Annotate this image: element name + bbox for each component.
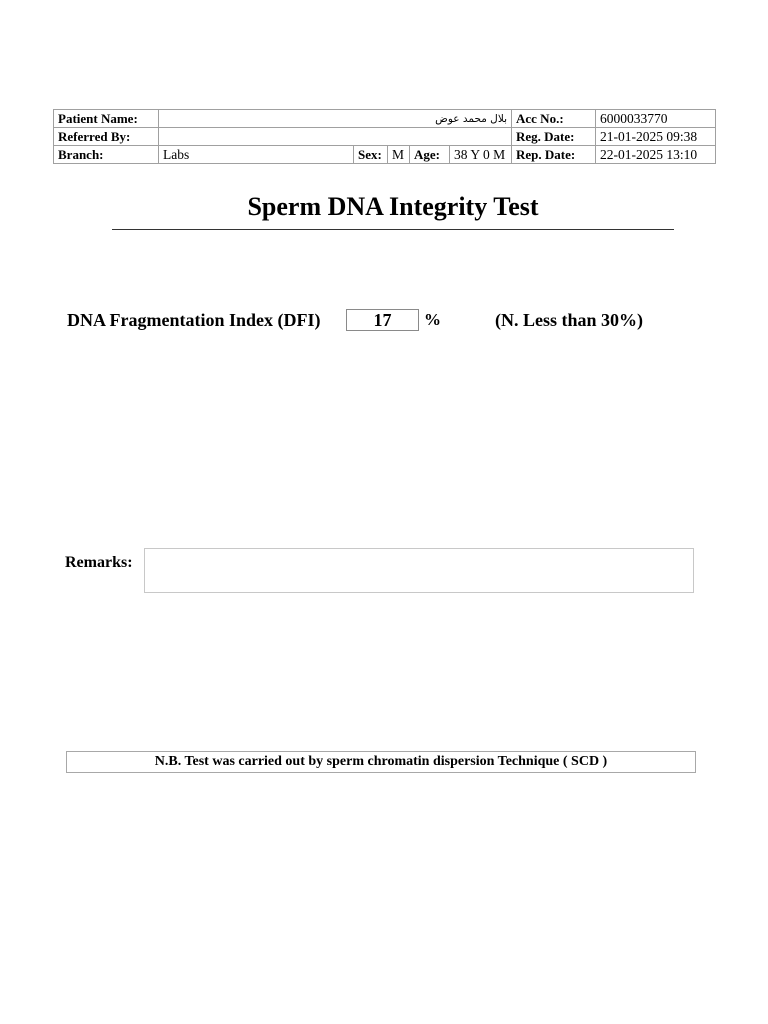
patient-row <box>54 110 716 128</box>
patient-name-value: بلال محمد عوض <box>159 110 512 128</box>
branch-value: Labs <box>159 146 354 164</box>
dfi-value: 17 <box>346 309 419 331</box>
sex-value: M <box>388 146 410 164</box>
rep-date-value: 22-01-2025 13:10 <box>596 146 716 164</box>
referral-row <box>54 128 716 146</box>
dfi-unit: % <box>424 310 441 329</box>
acc-no-label: Acc No.: <box>512 110 596 128</box>
rep-date-label: Rep. Date: <box>512 146 596 164</box>
patient-name-label: Patient Name: <box>54 110 159 128</box>
dfi-label: DNA Fragmentation Index (DFI) <box>67 310 321 330</box>
branch-label: Branch: <box>54 146 159 164</box>
referred-by-value <box>159 128 512 146</box>
sex-label: Sex: <box>354 146 388 164</box>
method-note: N.B. Test was carried out by sperm chromatin dispersion Technique ( SCD ) <box>66 751 696 773</box>
acc-no-value: 6000033770 <box>596 110 716 128</box>
age-label: Age: <box>410 146 450 164</box>
remarks-box <box>144 548 694 593</box>
referred-by-label: Referred By: <box>54 128 159 146</box>
remarks-label: Remarks: <box>65 554 133 571</box>
report-title: Sperm DNA Integrity Test <box>247 192 539 221</box>
branch-row <box>54 146 716 164</box>
age-value: 38 Y 0 M <box>450 146 512 164</box>
reg-date-label: Reg. Date: <box>512 128 596 146</box>
title-underline <box>112 229 674 230</box>
patient-info-table <box>53 109 716 164</box>
dfi-normal-range: (N. Less than 30%) <box>495 310 644 330</box>
reg-date-value: 21-01-2025 09:38 <box>596 128 716 146</box>
